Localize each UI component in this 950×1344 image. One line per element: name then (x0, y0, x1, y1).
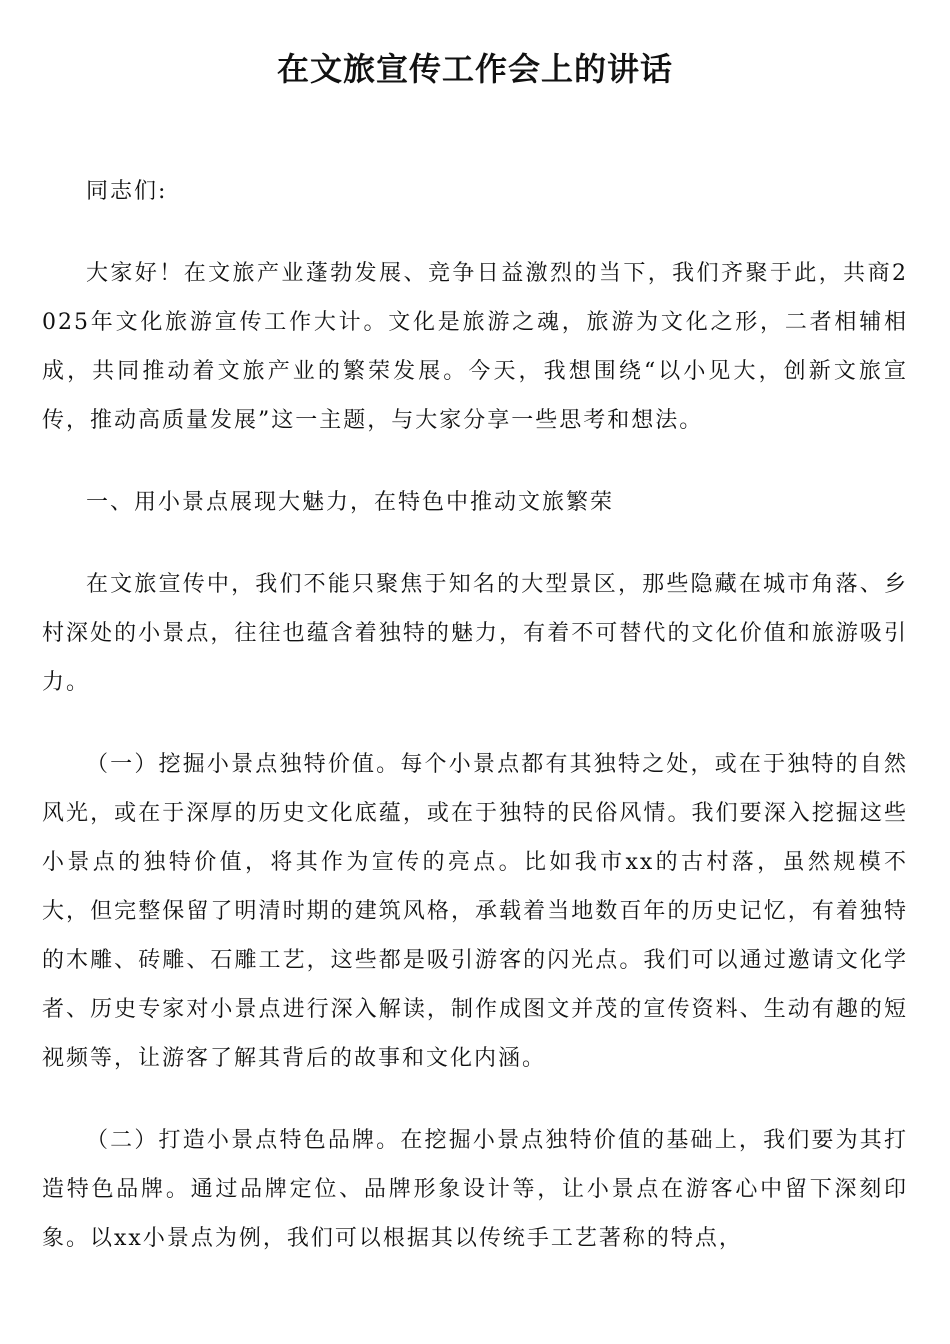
paragraph-subsection-2: （二）打造小景点特色品牌。在挖掘小景点独特价值的基础上，我们要为其打造特色品牌。通过品牌定位、品牌形象设计等，让小景点在游客心中留下深刻印象。以xx小景点为例，我们可以根据其以传统手工艺著称的特点， (42, 1128, 908, 1251)
document-body (42, 167, 908, 1296)
paragraph-section-intro: 在文旅宣传中，我们不能只聚焦于知名的大型景区，那些隐藏在城市角落、乡村深处的小景点，往往也蕴含着独特的魅力，有着不可替代的文化价值和旅游吸引力。 (42, 572, 908, 695)
paragraph-opening: 大家好！在文旅产业蓬勃发展、竞争日益激烈的当下，我们齐聚于此，共商2025年文化旅游宣传工作大计。文化是旅游之魂，旅游为文化之形，二者相辅相成，共同推动着文旅产业的繁荣发展。今天，我想围绕“以小见大，创新文旅宣传，推动高质量发展”这一主题，与大家分享一些思考和想法。 (42, 261, 908, 433)
document-title: 在文旅宣传工作会上的讲话 (276, 50, 673, 88)
salutation: 同志们: (86, 179, 168, 204)
paragraph-subsection-1: （一）挖掘小景点独特价值。每个小景点都有其独特之处，或在于独特的自然风光，或在于深厚的历史文化底蕴，或在于独特的民俗风情。我们要深入挖掘这些小景点的独特价值，将其作为宣传的亮点。比如我市xx的古村落，虽然规模不大，但完整保留了明清时期的建筑风格，承载着当地数百年的历史记忆，有着独特的木雕、砖雕、石雕工艺，这些都是吸引游客的闪光点。我们可以通过邀请文化学者、历史专家对小景点进行深入解读，制作成图文并茂的宣传资料、生动有趣的短视频等，让游客了解其背后的故事和文化内涵。 (42, 752, 908, 1071)
section-heading-1: 一、用小景点展现大魅力，在特色中推动文旅繁荣 (86, 490, 615, 515)
